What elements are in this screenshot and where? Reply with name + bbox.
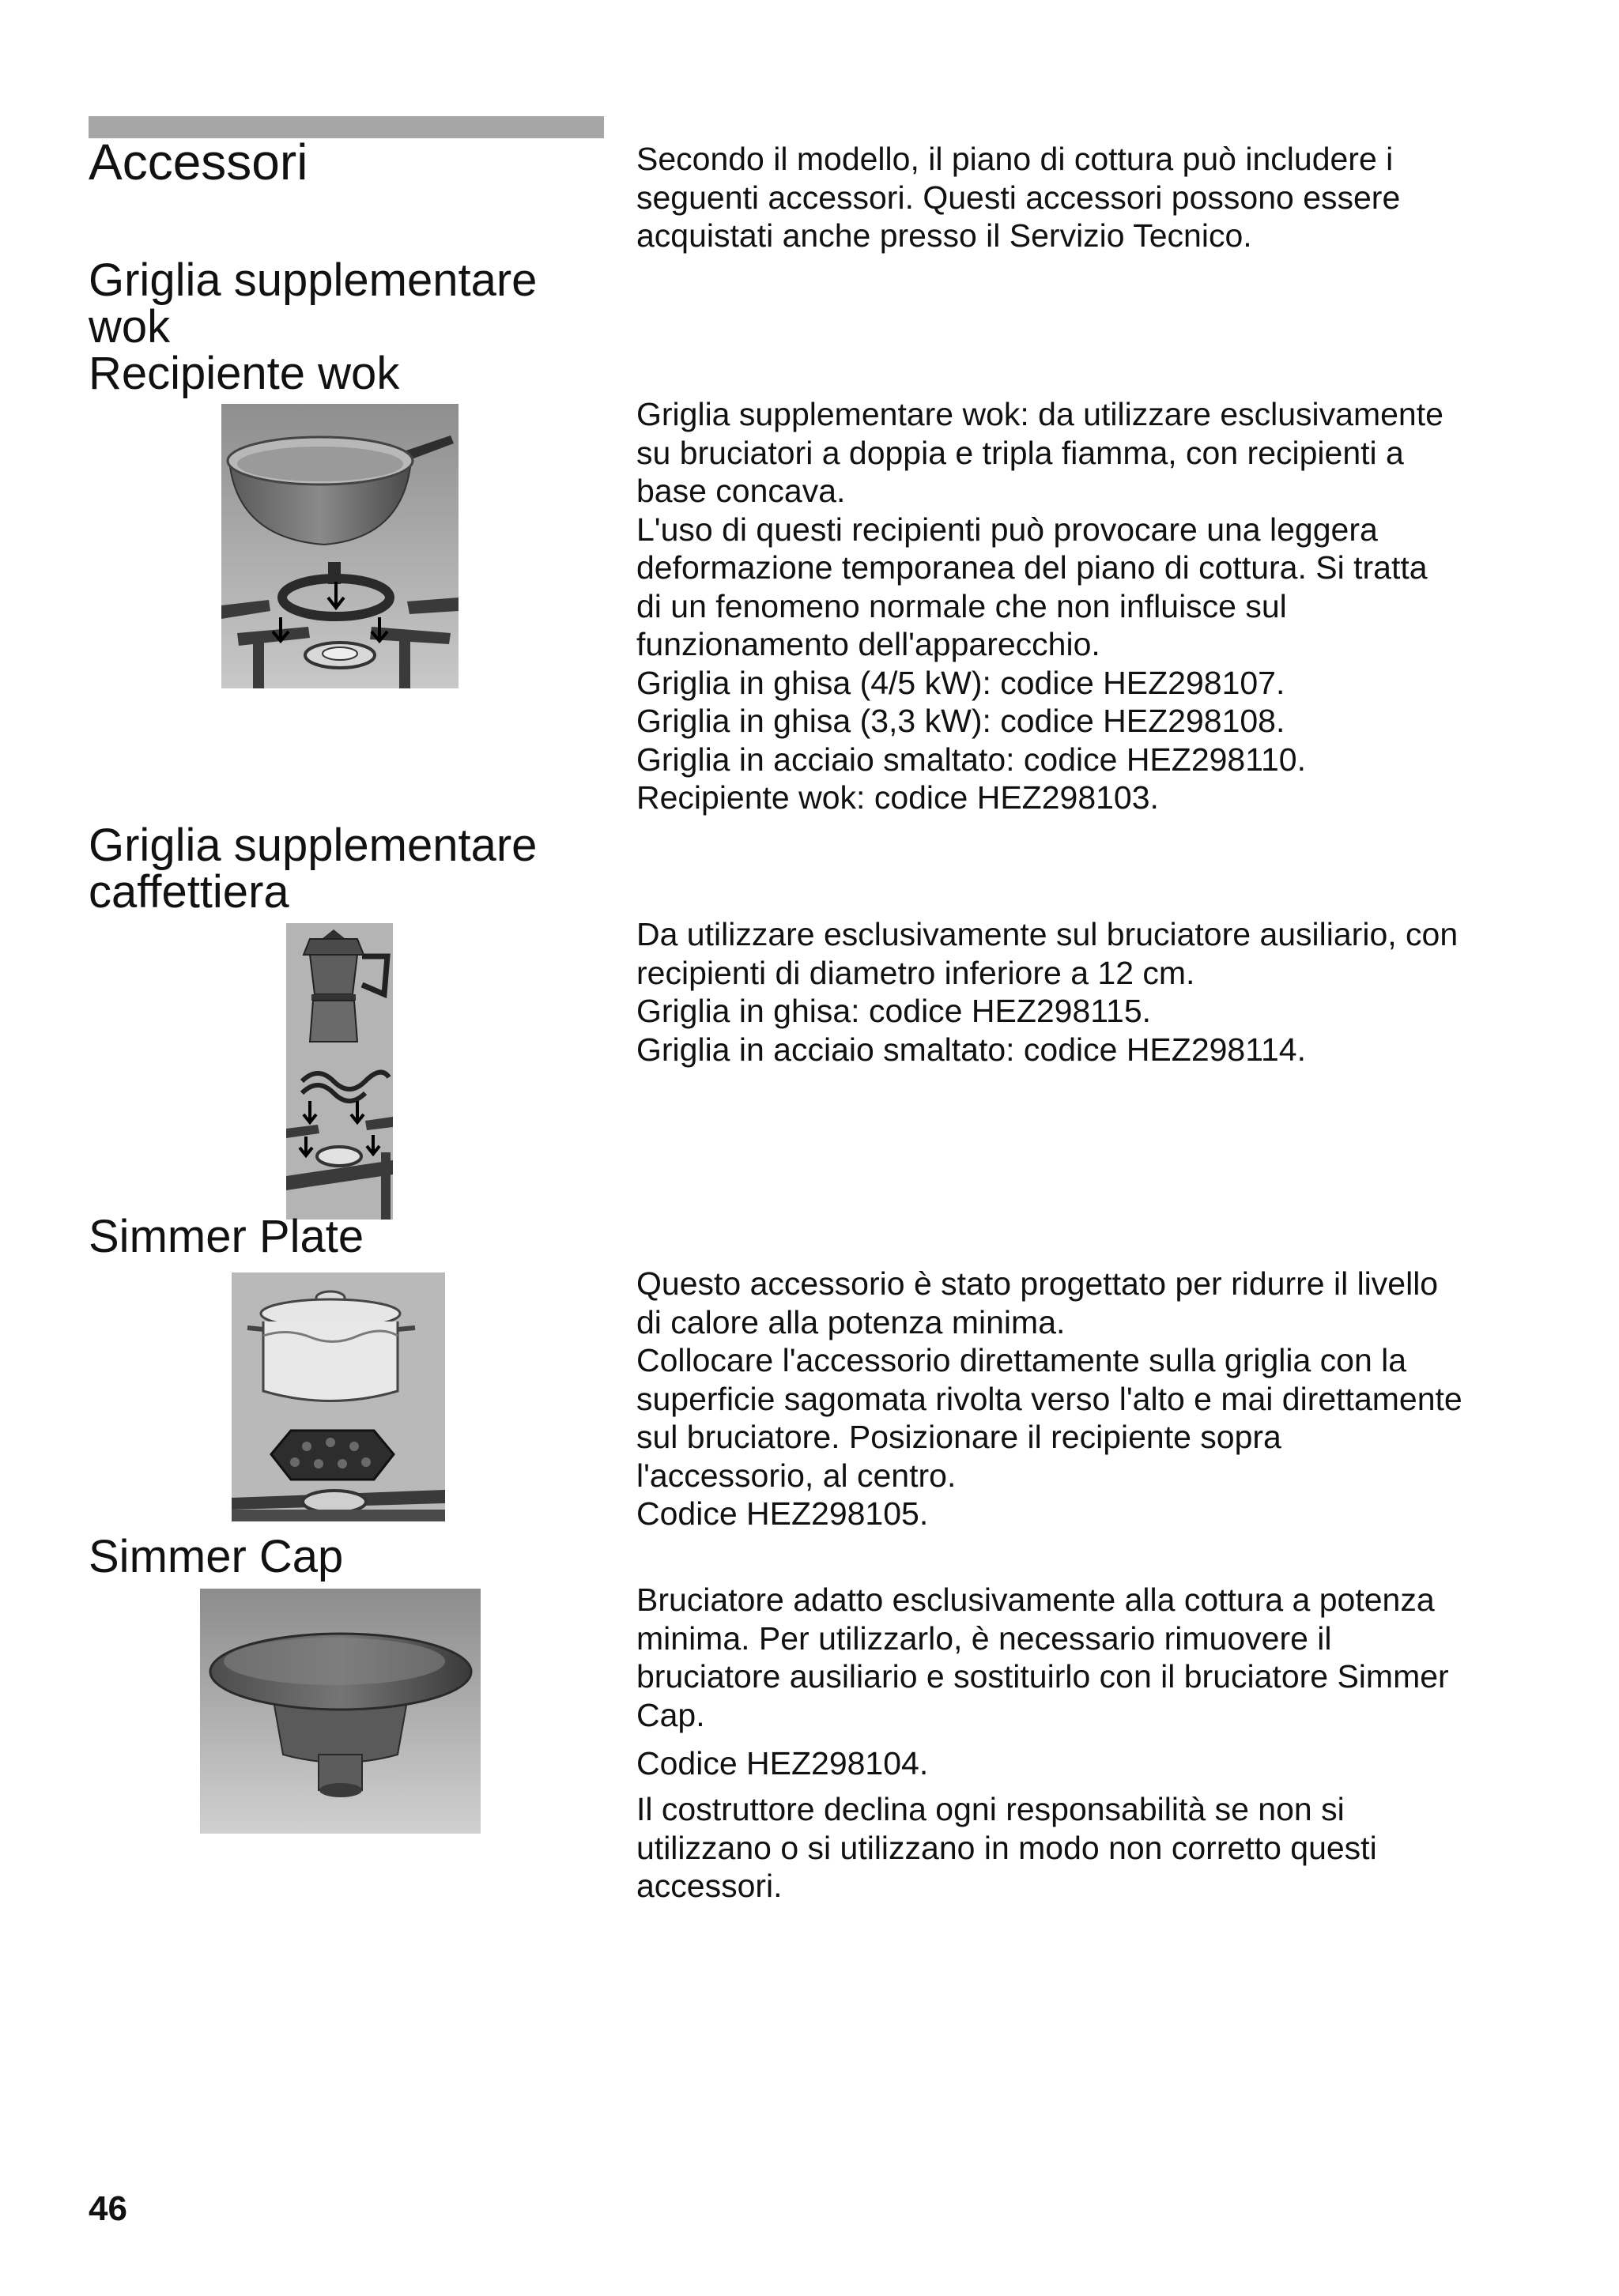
simmer-plate-paragraph [636,1265,1569,1533]
wok-figure [221,404,459,688]
text-line: deformazione temporanea del piano di cottura. Si tratta [636,549,1428,586]
simmer-cap-code [636,1744,1569,1783]
text-line: l'accessorio, al centro. [636,1457,957,1494]
text-line: Griglia in ghisa (3,3 kW): codice HEZ298108. [636,703,1285,739]
wok-title-line-3: Recipiente wok [89,348,400,399]
text-line: acquistati anche presso il Servizio Tecnico. [636,217,1252,254]
simmer-cap-paragraph [636,1581,1569,1734]
text-line: Griglia supplementare wok: da utilizzare esclusivamente [636,396,1444,432]
text-line: minima. Per utilizzarlo, è necessario rimuovere il [636,1619,1332,1657]
text-line: su bruciatori a doppia e tripla fiamma, con recipienti a [636,434,1404,471]
simmer-plate [271,1431,394,1480]
text-line: accessori. [636,1868,783,1904]
pot-body [263,1321,398,1401]
text-line: Griglia in acciaio smaltato: codice HEZ298110. [636,741,1306,778]
text-line: Griglia in acciaio smaltato: codice HEZ298114. [636,1031,1306,1068]
wok-paragraph [636,395,1569,817]
text-line: Codice HEZ298105. [636,1495,929,1532]
burner-cap [323,647,357,660]
coffee-title-line-1: Griglia supplementare [89,820,538,871]
text-line: base concava. [636,473,846,509]
text-line: funzionamento dell'apparecchio. [636,626,1100,662]
simmer-cap-highlight [224,1638,445,1685]
simmer-cap-figure [200,1589,481,1834]
text-line: bruciatore ausiliario e sostituirlo con il bruciatore Simmer [636,1658,1449,1695]
text-line: Bruciatore adatto esclusivamente alla cottura a potenza [636,1582,1435,1618]
text-line: utilizzano o si utilizzano in modo non corretto questi [636,1829,1377,1866]
text-line: seguenti accessori. Questi accessori possono essere [636,179,1401,216]
text-line: Da utilizzare esclusivamente sul bruciatore ausiliario, con [636,916,1459,952]
coffee-title-line-2: caffettiera [89,866,289,918]
disclaimer-paragraph [636,1790,1569,1906]
burner [303,1491,366,1513]
moka-pot-lid [304,939,364,955]
pan-support [253,641,264,688]
moka-pot-top [310,955,357,994]
page-number: 46 [89,2189,127,2228]
text-line: sul bruciatore. Posizionare il recipiente sopra [636,1419,1281,1455]
wok-title-line-2: wok [89,301,171,353]
text-line: Questo accessorio è stato progettato per ridurre il livello [636,1265,1439,1302]
text-line: Codice HEZ298104. [636,1745,929,1781]
burner [317,1147,361,1166]
wok-title-line-1: Griglia supplementare [89,254,538,306]
text-line: recipienti di diametro inferiore a 12 cm. [636,954,1195,991]
text-line: Recipiente wok: codice HEZ298103. [636,779,1159,816]
section-title: Accessori [89,134,308,190]
simmer-plate-figure [232,1272,445,1521]
simmer-cap-stem-end [319,1783,362,1797]
text-line: di calore alla potenza minima. [636,1303,1066,1340]
wok-ring-support [328,562,341,584]
text-line: Secondo il modello, il piano di cottura può includere i [636,141,1394,177]
pan-support [381,1152,391,1220]
wok-pan-inside [237,447,403,481]
pan-support [232,1510,445,1521]
moka-pot-waist [311,994,356,1001]
text-line: superficie sagomata rivolta verso l'alto e mai direttamente [636,1380,1462,1417]
coffee-paragraph [636,915,1569,1069]
text-line: Collocare l'accessorio direttamente sulla griglia con la [636,1342,1407,1378]
text-line: Il costruttore declina ogni responsabilità se non si [636,1791,1345,1827]
moka-pot-base [310,1001,357,1042]
text-line: L'uso di questi recipienti può provocare una leggera [636,511,1378,548]
text-line: Cap. [636,1696,705,1733]
intro-paragraph [636,140,1569,255]
text-line: Griglia in ghisa: codice HEZ298115. [636,993,1152,1029]
pan-support [399,639,410,688]
simmer-plate-title: Simmer Plate [89,1211,364,1262]
simmer-cap-title: Simmer Cap [89,1531,344,1582]
text-line: Griglia in ghisa (4/5 kW): codice HEZ298107. [636,664,1285,701]
coffee-figure [286,923,393,1220]
text-line: di un fenomeno normale che non influisce sul [636,587,1287,624]
